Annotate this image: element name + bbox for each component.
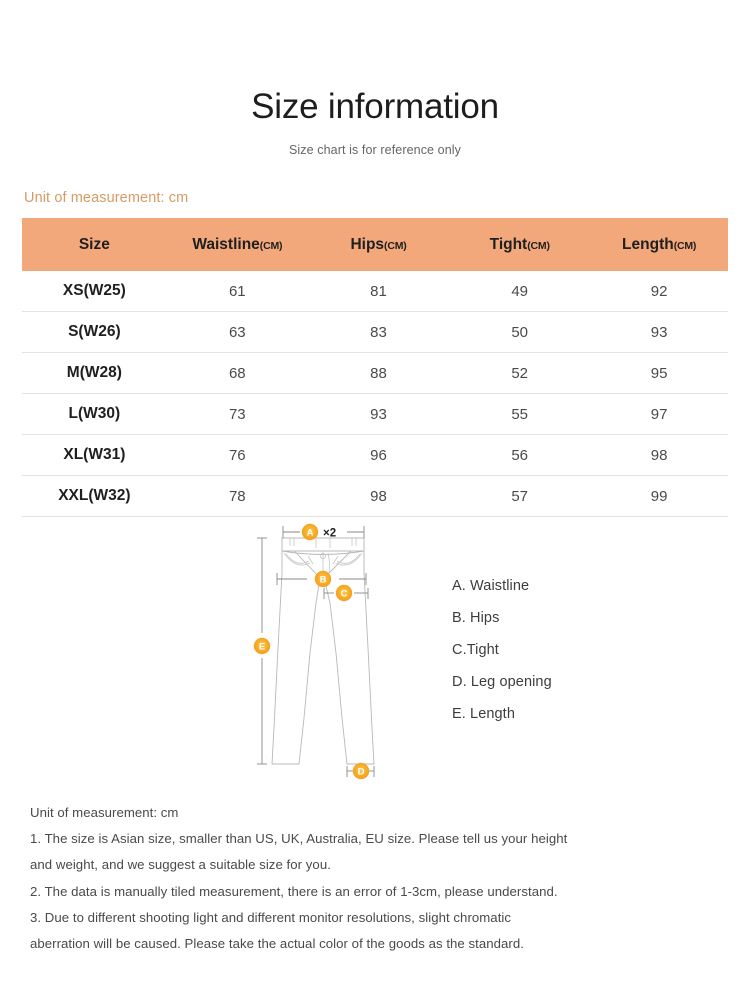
cell-waistline: 73 xyxy=(167,394,308,435)
column-header-size-label: Size xyxy=(78,235,110,253)
cell-hips: 96 xyxy=(308,435,449,476)
pants-measurement-diagram xyxy=(252,518,452,786)
page-subtitle: Size chart is for reference only xyxy=(288,142,462,157)
table-row xyxy=(22,435,728,476)
size-table xyxy=(22,218,728,517)
column-header-size xyxy=(22,218,167,271)
cell-waistline: 61 xyxy=(167,271,308,312)
table-row xyxy=(22,476,728,517)
cell-size: S(W26) xyxy=(22,312,167,353)
column-header-waistline xyxy=(167,218,308,271)
marker-e-label: E xyxy=(258,641,266,653)
table-row xyxy=(22,353,728,394)
column-header-tight-unit: (CM) xyxy=(527,239,550,252)
cell-waistline: 63 xyxy=(167,312,308,353)
cell-waistline: 76 xyxy=(167,435,308,476)
cell-tight: 56 xyxy=(449,435,590,476)
column-header-length xyxy=(590,218,728,271)
measurement-legend xyxy=(452,570,702,730)
marker-c-label: C xyxy=(340,588,348,600)
size-table-body xyxy=(22,271,728,517)
cell-hips: 93 xyxy=(308,394,449,435)
cell-size: XS(W25) xyxy=(22,271,167,312)
cell-length: 98 xyxy=(590,435,728,476)
cell-waistline: 68 xyxy=(167,353,308,394)
cell-size: XXL(W32) xyxy=(22,476,167,517)
note-line-1b: and weight, and we suggest a suitable size for you. xyxy=(30,857,331,873)
legend-item-waistline: A. Waistline xyxy=(452,578,530,594)
cell-tight: 50 xyxy=(449,312,590,353)
column-header-hips xyxy=(308,218,449,271)
cell-size: M(W28) xyxy=(22,353,167,394)
table-header-row xyxy=(22,218,728,271)
cell-tight: 57 xyxy=(449,476,590,517)
note-line-2: 2. The data is manually tiled measurement, there is an error of 1-3cm, please understand. xyxy=(30,883,558,899)
column-header-hips-unit: (CM) xyxy=(384,239,407,252)
column-header-tight-label: Tight xyxy=(489,235,528,253)
note-unit-line: Unit of measurement: cm xyxy=(30,805,179,820)
cell-length: 97 xyxy=(590,394,728,435)
cell-tight: 55 xyxy=(449,394,590,435)
marker-a-multiplier: ×2 xyxy=(323,527,337,540)
column-header-length-unit: (CM) xyxy=(673,239,697,252)
page-header xyxy=(0,0,750,157)
legend-item-length: E. Length xyxy=(452,706,515,722)
table-row xyxy=(22,312,728,353)
size-table-header xyxy=(22,218,728,271)
note-line-3b: aberration will be caused. Please take the actual color of the goods as the standard. xyxy=(30,936,524,952)
cell-length: 92 xyxy=(590,271,728,312)
cell-waistline: 78 xyxy=(167,476,308,517)
cell-length: 93 xyxy=(590,312,728,353)
cell-length: 95 xyxy=(590,353,728,394)
column-header-tight xyxy=(449,218,590,271)
unit-of-measurement-label: Unit of measurement: cm xyxy=(24,190,189,206)
cell-hips: 83 xyxy=(308,312,449,353)
cell-tight: 49 xyxy=(449,271,590,312)
page-title: Size information xyxy=(251,87,499,126)
column-header-hips-label: Hips xyxy=(350,235,385,253)
cell-size: L(W30) xyxy=(22,394,167,435)
cell-size: XL(W31) xyxy=(22,435,167,476)
marker-b-label: B xyxy=(319,574,327,586)
column-header-waistline-label: Waistline xyxy=(192,235,260,253)
cell-hips: 88 xyxy=(308,353,449,394)
table-row xyxy=(22,394,728,435)
column-header-length-label: Length xyxy=(622,235,674,253)
cell-hips: 98 xyxy=(308,476,449,517)
marker-a-label: A xyxy=(306,527,314,539)
cell-hips: 81 xyxy=(308,271,449,312)
note-line-3a: 3. Due to different shooting light and different monitor resolutions, slight chromatic xyxy=(30,909,512,925)
cell-tight: 52 xyxy=(449,353,590,394)
legend-item-leg-opening: D. Leg opening xyxy=(452,674,552,690)
column-header-waistline-unit: (CM) xyxy=(259,239,283,252)
table-row xyxy=(22,271,728,312)
cell-length: 99 xyxy=(590,476,728,517)
marker-d-label: D xyxy=(357,766,365,778)
note-line-1a: 1. The size is Asian size, smaller than US, UK, Australia, EU size. Please tell us your height xyxy=(30,831,568,847)
legend-item-tight: C.Tight xyxy=(452,642,499,658)
notes-section xyxy=(30,800,630,957)
size-table-container xyxy=(22,218,728,517)
legend-item-hips: B. Hips xyxy=(452,610,500,626)
